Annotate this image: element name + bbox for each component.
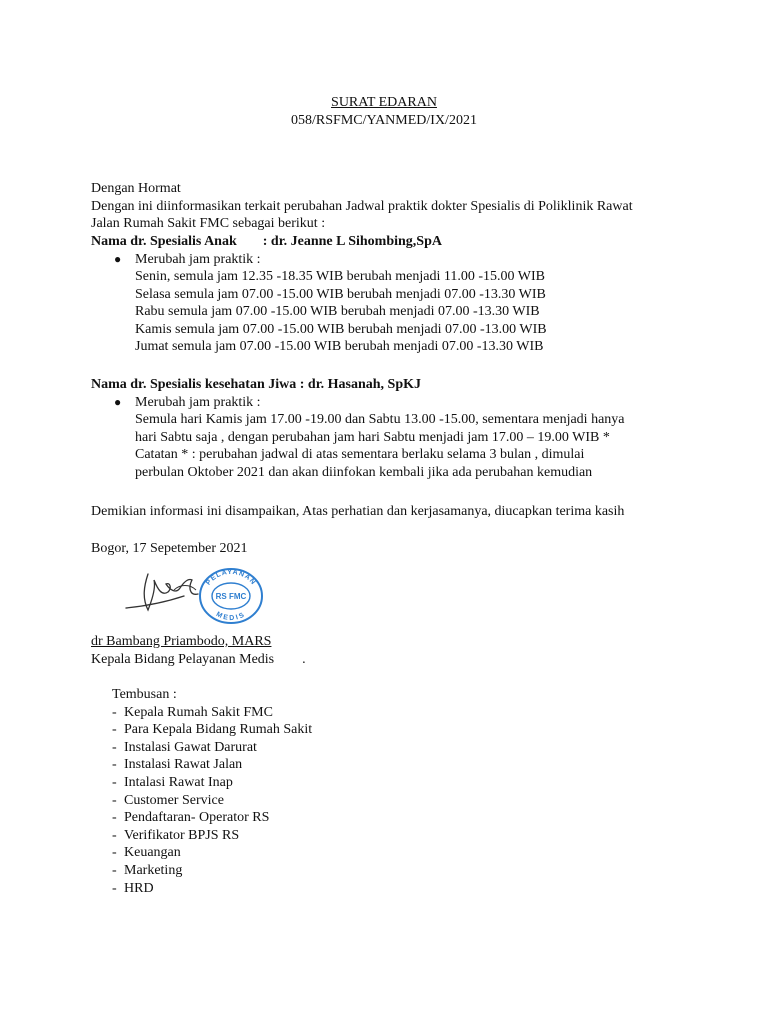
bullet-text: Merubah jam praktik : (135, 251, 261, 267)
section-psychiatry (91, 376, 691, 481)
note-line: Catatan * : perubahan jadwal di atas sementara berlaku selama 3 bulan , dimulai (135, 447, 585, 462)
intro-block (91, 180, 691, 233)
seal-top-text: PELAYANAN (204, 568, 257, 587)
list-item: - Kepala Rumah Sakit FMC (112, 704, 273, 720)
cc-heading: Tembusan : (112, 687, 177, 702)
doctor-name: dr. Jeanne L Sihombing,SpA (270, 234, 442, 249)
note-line: perbulan Oktober 2021 dan akan diinfokan kembali jika ada perubahan kemudian (135, 464, 593, 480)
section-pediatric (91, 233, 691, 356)
section-separator: : (299, 377, 305, 392)
intro-line-1: Dengan ini diinformasikan terkait perubahan Jadwal praktik dokter Spesialis di Poliklinik Rawat (91, 198, 633, 214)
cc-list (112, 686, 312, 897)
schedule-line: Senin, semula jam 12.35 -18.35 WIB berubah menjadi 11.00 -15.00 WIB (135, 269, 545, 284)
schedule-line: Rabu semula jam 07.00 -15.00 WIB berubah menjadi 07.00 -13.30 WIB (135, 304, 540, 319)
schedule-line: Semula hari Kamis jam 17.00 -19.00 dan Sabtu 13.00 -15.00, sementara menjadi hanya (135, 412, 625, 427)
bullet-icon: ● (114, 394, 122, 409)
list-item: - Para Kepala Bidang Rumah Sakit (112, 722, 313, 738)
list-item: - Marketing (112, 862, 183, 878)
closing-text: Demikian informasi ini disampaikan, Atas perhatian dan kerjasamanya, diucapkan terima kasih (91, 504, 625, 519)
hospital-seal (196, 566, 266, 626)
schedule-line: hari Sabtu saja , dengan perubahan jam hari Sabtu menjadi jam 17.00 – 19.00 WIB * (135, 429, 610, 445)
signatory-name: dr Bambang Priambodo, MARS (91, 634, 272, 649)
section-separator: : (262, 234, 268, 249)
intro-line-2: Jalan Rumah Sakit FMC sebagai berikut : (91, 216, 326, 231)
section-heading (91, 233, 691, 251)
list-item: - HRD (112, 880, 154, 896)
list-item: - Keuangan (112, 845, 181, 861)
schedule-line: Selasa semula jam 07.00 -15.00 WIB berubah menjadi 07.00 -13.30 WIB (135, 286, 546, 302)
list-item: - Intalasi Rawat Inap (112, 774, 233, 790)
doctor-name: dr. Hasanah, SpKJ (307, 377, 422, 392)
letter-number: 058/RSFMC/YANMED/IX/2021 (291, 112, 477, 128)
section-label: Nama dr. Spesialis Anak (91, 234, 237, 249)
greeting: Dengan Hormat (91, 181, 181, 196)
svg-text:PELAYANAN (205, 569, 257, 587)
schedule-line: Jumat semula jam 07.00 -15.00 WIB berubah menjadi 07.00 -13.30 WIB (135, 339, 544, 354)
bullet-item (91, 251, 691, 269)
signatory-block (91, 633, 691, 668)
place-date: Bogor, 17 Sepetember 2021 (91, 541, 248, 556)
seal-bottom-text: MEDIS (214, 610, 248, 623)
list-item: - Pendaftaran- Operator RS (112, 810, 270, 826)
bullet-item (91, 394, 691, 412)
section-heading (91, 376, 691, 394)
signatory-trailing: . (302, 651, 306, 667)
list-item: - Instalasi Rawat Jalan (112, 757, 243, 773)
list-item: - Instalasi Gawat Darurat (112, 739, 257, 755)
signatory-title-row (91, 651, 691, 669)
signatory-title: Kepala Bidang Pelayanan Medis (91, 651, 275, 667)
section-label: Nama dr. Spesialis kesehatan Jiwa (91, 377, 297, 392)
letter-title: SURAT EDARAN (331, 95, 437, 110)
list-item: - Customer Service (112, 792, 224, 808)
bullet-text: Merubah jam praktik : (135, 394, 261, 410)
seal-center-text: RS FMC (215, 592, 247, 601)
bullet-icon: ● (114, 251, 122, 266)
list-item: - Verifikator BPJS RS (112, 827, 240, 843)
schedule-line: Kamis semula jam 07.00 -15.00 WIB berubah menjadi 07.00 -13.00 WIB (135, 321, 547, 337)
letter-header (0, 94, 768, 129)
